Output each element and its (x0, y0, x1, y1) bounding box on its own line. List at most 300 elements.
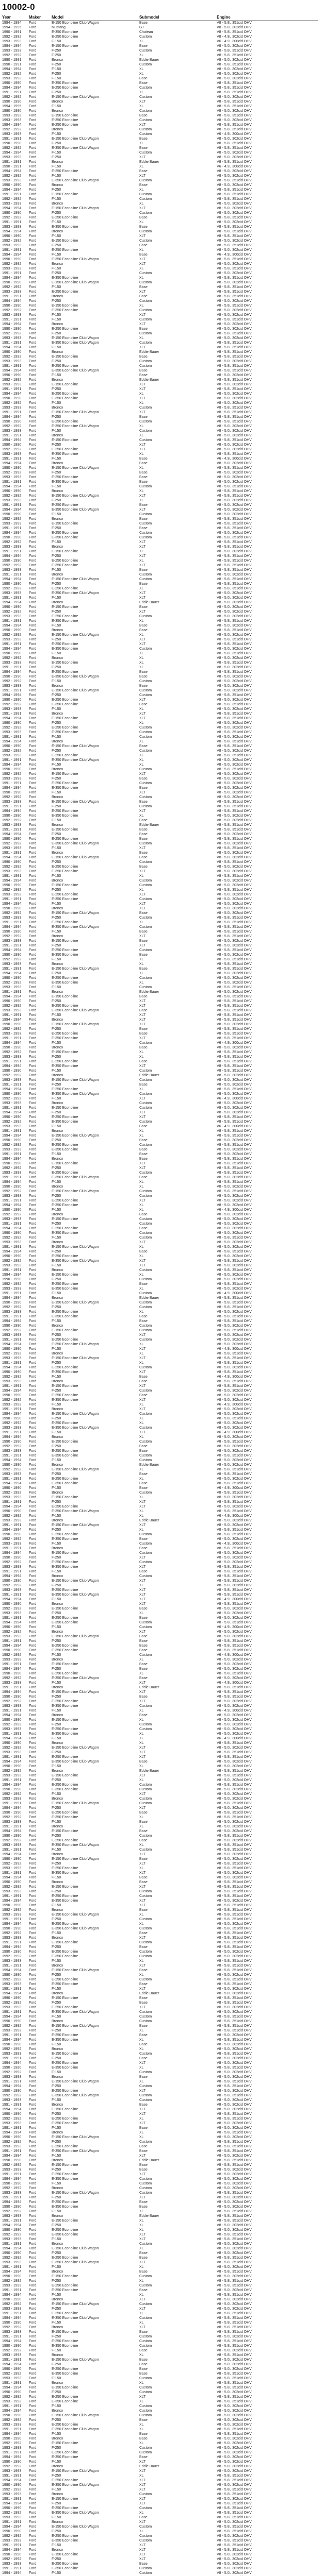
cell-submodel: Custom (139, 1978, 152, 1981)
cell-submodel: Base (139, 1213, 148, 1216)
cell-engine: V8 - 5.8L 351cid OHV (217, 1695, 252, 1699)
cell-model: E-350 Econoline Club Wagon (52, 341, 99, 345)
cell-maker: Ford (29, 642, 37, 646)
cell-engine: V8 - 5.0L 302cid OHV (217, 170, 252, 173)
table-row (2, 1166, 318, 1171)
cell-maker: Ford (29, 522, 37, 526)
cell-maker: Ford (29, 2238, 37, 2241)
table-row (2, 1087, 318, 1092)
cell-year: 1992 - 1992 (2, 1143, 22, 1147)
cell-submodel: XL (139, 1778, 144, 1782)
cell-model: Bronco (52, 2409, 63, 2413)
cell-submodel: Base (139, 605, 148, 609)
table-row (2, 1439, 318, 1444)
cell-maker: Ford (29, 2052, 37, 2056)
cell-maker: Ford (29, 1820, 37, 1824)
cell-maker: Ford (29, 1282, 37, 1286)
cell-maker: Ford (29, 1264, 37, 1267)
cell-engine: V8 - 5.8L 351cid OHV (217, 2191, 252, 2195)
cell-model: E-350 Econoline (52, 309, 78, 312)
cell-year: 1991 - 1991 (2, 1292, 22, 1295)
cell-engine: V8 - 5.0L 302cid OHV (217, 309, 252, 312)
table-row (2, 2543, 318, 2548)
cell-maker: Ford (29, 554, 37, 558)
cell-submodel: XL (139, 267, 144, 270)
table-row (2, 1824, 318, 1829)
table-row (2, 2460, 318, 2464)
cell-submodel: XL (139, 1352, 144, 1355)
cell-submodel: Base (139, 856, 148, 859)
cell-engine: V8 - 5.8L 351cid OHV (217, 1672, 252, 1675)
cell-model: F-250 (52, 833, 61, 836)
cell-model: F-150 (52, 1625, 61, 1629)
table-row (2, 2140, 318, 2144)
table-row (2, 438, 318, 443)
cell-year: 1991 - 1991 (2, 782, 22, 785)
cell-model: E-350 Econoline (52, 1037, 78, 1040)
cell-model: E-350 Econoline (52, 30, 78, 34)
cell-engine: V8 - 5.0L 302cid OHV (217, 2423, 252, 2427)
cell-engine: V8 - 5.8L 351cid OHV (217, 2145, 252, 2148)
cell-submodel: Eddie Bauer (139, 2159, 159, 2162)
cell-model: Bronco (52, 2242, 63, 2246)
cell-engine: V8 - 5.8L 351cid OHV (217, 1547, 252, 1550)
cell-engine: V8 - 5.8L 351cid OHV (217, 1862, 252, 1866)
cell-year: 1992 - 1992 (2, 1491, 22, 1495)
cell-year: 1991 - 1991 (2, 1964, 22, 1968)
table-row (2, 2065, 318, 2070)
cell-year: 1994 - 1994 (2, 740, 22, 743)
cell-model: F-150 (52, 1153, 61, 1156)
cell-year: 1994 - 1994 (2, 1899, 22, 1903)
cell-year: 1994 - 1994 (2, 2154, 22, 2158)
cell-engine: V8 - 5.0L 302cid OHV (217, 1046, 252, 1049)
cell-year: 1994 - 1994 (2, 763, 22, 767)
cell-submodel: XLT (139, 397, 146, 400)
cell-model: Bronco (52, 1241, 63, 1244)
cell-model: E-150 Econoline (52, 884, 78, 887)
cell-maker: Ford (29, 1927, 37, 1930)
table-row (2, 1871, 318, 1875)
cell-submodel: Base (139, 471, 148, 474)
cell-model: Bronco (52, 851, 63, 855)
cell-submodel: XL (139, 499, 144, 502)
cell-model: F-250 (52, 2112, 61, 2116)
table-row (2, 1579, 318, 1583)
cell-year: 1993 - 1993 (2, 638, 22, 641)
cell-year: 1992 - 1992 (2, 842, 22, 845)
table-row (2, 749, 318, 753)
cell-year: 1990 - 1990 (2, 1347, 22, 1351)
cell-model: F-250 (52, 1250, 61, 1253)
cell-engine: V8 - 5.0L 302cid OHV (217, 1449, 252, 1453)
cell-year: 1992 - 1992 (2, 174, 22, 178)
cell-maker: Ford (29, 508, 37, 512)
cell-maker: Ford (29, 1412, 37, 1416)
cell-engine: V8 - 5.8L 351cid OHV (217, 2020, 252, 2023)
cell-year: 1992 - 1992 (2, 1306, 22, 1309)
cell-submodel: Custom (139, 842, 152, 845)
table-row (2, 2571, 318, 2575)
cell-model: Bronco (52, 160, 63, 164)
cell-year: 1993 - 1993 (2, 2214, 22, 2218)
cell-model: Bronco (52, 100, 63, 104)
table-row (2, 753, 318, 758)
cell-submodel: XLT (139, 1579, 146, 1583)
cell-year: 1993 - 1993 (2, 118, 22, 122)
cell-engine: V8 - 5.8L 351cid OHV (217, 1969, 252, 1972)
cell-engine: V8 - 5.8L 351cid OHV (217, 494, 252, 498)
cell-engine: V8 - 5.0L 302cid OHV (217, 615, 252, 618)
cell-year: 1991 - 1991 (2, 248, 22, 252)
cell-year: 1990 - 1990 (2, 2553, 22, 2556)
cell-submodel: XL (139, 2136, 144, 2139)
cell-engine: V8 - 5.8L 351cid OHV (217, 2029, 252, 2032)
cell-engine: V8 - 5.0L 302cid OHV (217, 1746, 252, 1750)
cell-submodel: Custom (139, 2386, 152, 2389)
cell-maker: Ford (29, 1060, 37, 1063)
cell-model: F-150 (52, 707, 61, 711)
table-row (2, 2098, 318, 2103)
cell-submodel: Base (139, 1811, 148, 1815)
cell-model: F-150 (52, 1959, 61, 1963)
table-row (2, 804, 318, 809)
table-row (2, 1152, 318, 1157)
cell-engine: V8 - 5.8L 351cid OHV (217, 2080, 252, 2083)
cell-year: 1990 - 1990 (2, 930, 22, 934)
table-row (2, 364, 318, 368)
table-row (2, 660, 318, 665)
cell-engine: V8 - 5.8L 351cid OHV (217, 2506, 252, 2510)
cell-engine: V8 - 5.8L 351cid OHV (217, 2428, 252, 2431)
cell-submodel: Base (139, 253, 148, 257)
cell-maker: Ford (29, 1055, 37, 1059)
table-row (2, 2121, 318, 2126)
cell-year: 1993 - 1993 (2, 591, 22, 595)
table-row (2, 405, 318, 410)
table-row (2, 1523, 318, 1528)
cell-submodel: Base (139, 1547, 148, 1550)
cell-maker: Ford (29, 1296, 37, 1300)
table-row (2, 1810, 318, 1815)
cell-maker: Ford (29, 1445, 37, 1448)
cell-submodel: XLT (139, 2006, 146, 2009)
cell-model: E-150 Econoline (52, 1329, 78, 1332)
cell-model: F-250 (52, 2446, 61, 2450)
table-row (2, 869, 318, 874)
cell-model: E-350 Econoline Club Wagon (52, 1009, 99, 1012)
cell-maker: Ford (29, 1593, 37, 1597)
cell-year: 1991 - 1991 (2, 851, 22, 855)
cell-engine: V8 - 5.0L 302cid OHV (217, 791, 252, 794)
cell-submodel: Custom (139, 239, 152, 243)
cell-year: 1994 - 1994 (2, 2525, 22, 2529)
cell-model: E-150 Econoline Club Wagon (52, 1134, 99, 1138)
cell-submodel: XLT (139, 2479, 146, 2482)
cell-maker: Ford (29, 2098, 37, 2102)
cell-model: F-250 (52, 91, 61, 94)
cell-model: E-350 Econoline (52, 452, 78, 456)
cell-engine: V8 - 5.0L 302cid OHV (217, 772, 252, 776)
cell-engine: V8 - 5.0L 302cid OHV (217, 1176, 252, 1179)
cell-maker: Ford (29, 1676, 37, 1680)
cell-year: 1993 - 1993 (2, 179, 22, 182)
cell-submodel: XL (139, 2117, 144, 2121)
cell-submodel: XLT (139, 907, 146, 910)
table-row (2, 2436, 318, 2441)
cell-model: E-250 Econoline (52, 1032, 78, 1036)
cell-engine: V8 - 5.8L 351cid OHV (217, 800, 252, 804)
cell-maker: Ford (29, 707, 37, 711)
table-row (2, 1412, 318, 1416)
cell-year: 1990 - 1990 (2, 768, 22, 771)
cell-model: Bronco (52, 183, 63, 187)
cell-model: Bronco (52, 1213, 63, 1216)
cell-year: 1994 - 1994 (2, 879, 22, 883)
cell-submodel: Base (139, 2126, 148, 2130)
cell-model: E-150 Econoline (52, 1829, 78, 1833)
cell-year: 1990 - 1990 (2, 1811, 22, 1815)
cell-model: E-250 Econoline (52, 1755, 78, 1759)
cell-submodel: Eddie Bauer (139, 1769, 159, 1773)
table-row (2, 1732, 318, 1736)
cell-year: 1990 - 1990 (2, 536, 22, 539)
cell-model: E-250 Econoline (52, 809, 78, 813)
cell-model: E-350 Econoline Club Wagon (52, 1510, 99, 1513)
cell-model: Bronco (52, 684, 63, 688)
cell-model: Mustang (52, 26, 66, 29)
cell-maker: Ford (29, 1315, 37, 1318)
cell-model: E-250 Econoline (52, 559, 78, 563)
table-row (2, 2557, 318, 2562)
table-row (2, 2256, 318, 2260)
cell-submodel: XLT (139, 2261, 146, 2264)
cell-maker: Ford (29, 290, 37, 294)
cell-submodel: Base (139, 800, 148, 804)
cell-maker: Ford (29, 772, 37, 776)
cell-maker: Ford (29, 1431, 37, 1434)
cell-maker: Ford (29, 2103, 37, 2107)
table-row (2, 809, 318, 814)
cell-maker: Ford (29, 879, 37, 883)
table-row (2, 1653, 318, 1657)
cell-submodel: XLT (139, 791, 146, 794)
cell-engine: V8 - 5.0L 302cid OHV (217, 786, 252, 790)
cell-maker: Ford (29, 800, 37, 804)
cell-maker: Ford (29, 91, 37, 94)
cell-submodel: XLT (139, 1751, 146, 1754)
cell-engine: V6 - 4.9L 300cid OHV (217, 1347, 252, 1351)
table-row (2, 600, 318, 605)
cell-engine: V8 - 5.8L 351cid OHV (217, 1811, 252, 1815)
cell-model: Bronco (52, 1936, 63, 1940)
cell-engine: V8 - 5.0L 302cid OHV (217, 884, 252, 887)
table-row (2, 1208, 318, 1212)
cell-model: E-250 Econoline (52, 976, 78, 980)
table-row (2, 1435, 318, 1439)
cell-submodel: XL (139, 2428, 144, 2431)
cell-submodel: XLT (139, 448, 146, 451)
cell-engine: V6 - 4.9L 300cid OHV (217, 1737, 252, 1740)
cell-model: Bronco (52, 109, 63, 113)
cell-submodel: Base (139, 703, 148, 706)
cell-maker: Ford (29, 1255, 37, 1258)
table-row (2, 814, 318, 818)
table-row (2, 2228, 318, 2232)
cell-submodel: XL (139, 1510, 144, 1513)
cell-submodel: Custom (139, 1106, 152, 1110)
table-row (2, 1421, 318, 1426)
table-row (2, 1787, 318, 1792)
cell-engine: V8 - 5.0L 302cid OHV (217, 1255, 252, 1258)
cell-model: E-250 Econoline (52, 2534, 78, 2538)
cell-engine: V8 - 5.8L 351cid OHV (217, 559, 252, 563)
cell-maker: Ford (29, 893, 37, 896)
cell-model: Bronco (52, 1658, 63, 1662)
cell-model: F-150 (52, 485, 61, 488)
cell-model: Bronco (52, 1825, 63, 1828)
table-row (2, 1537, 318, 1541)
cell-maker: Ford (29, 2251, 37, 2255)
cell-model: F-250 (52, 1834, 61, 1838)
cell-year: 1994 - 1994 (2, 67, 22, 71)
table-row (2, 772, 318, 776)
cell-maker: Ford (29, 448, 37, 451)
cell-year: 1994 - 1994 (2, 170, 22, 173)
table-row (2, 225, 318, 229)
cell-maker: Ford (29, 2289, 37, 2292)
table-row (2, 1950, 318, 1954)
cell-year: 1990 - 1990 (2, 2437, 22, 2441)
cell-model: Bronco (52, 601, 63, 604)
cell-submodel: Base (139, 1449, 148, 1453)
cell-maker: Ford (29, 327, 37, 331)
cell-submodel: XLT (139, 2089, 146, 2093)
cell-submodel: XLT (139, 712, 146, 716)
cell-maker: Ford (29, 1069, 37, 1073)
cell-model: E-250 Econoline (52, 1811, 78, 1815)
cell-maker: Ford (29, 2428, 37, 2431)
cell-engine: V8 - 5.0L 302cid OHV (217, 443, 252, 447)
cell-year: 1993 - 1993 (2, 383, 22, 386)
cell-maker: Ford (29, 1704, 37, 1708)
cell-model: E-250 Econoline (52, 1310, 78, 1314)
cell-model: Bronco (52, 517, 63, 521)
cell-submodel: XL (139, 1361, 144, 1365)
table-row (2, 1393, 318, 1398)
cell-year: 1993 - 1993 (2, 1078, 22, 1082)
cell-engine: V8 - 5.8L 351cid OHV (217, 517, 252, 521)
cell-submodel: Base (139, 1153, 148, 1156)
cell-model: F-150 (52, 2098, 61, 2102)
cell-model: E-150 Econoline Club Wagon (52, 137, 99, 141)
table-row (2, 1495, 318, 1500)
cell-maker: Ford (29, 2363, 37, 2366)
cell-model: E-250 Econoline (52, 587, 78, 590)
cell-maker: Ford (29, 1945, 37, 1949)
table-row (2, 2269, 318, 2274)
cell-engine: V8 - 5.0L 302cid OHV (217, 2187, 252, 2190)
cell-submodel: XL (139, 2066, 144, 2070)
cell-model: F-250 (52, 244, 61, 247)
cell-submodel: Base (139, 1375, 148, 1379)
cell-engine: V8 - 5.8L 351cid OHV (217, 1013, 252, 1017)
cell-model: E-250 Econoline (52, 726, 78, 730)
cell-submodel: Base (139, 1616, 148, 1620)
table-row (2, 392, 318, 396)
cell-year: 1990 - 1990 (2, 1208, 22, 1212)
cell-year: 1993 - 1993 (2, 846, 22, 850)
cell-submodel: XL (139, 202, 144, 206)
table-row (2, 563, 318, 568)
cell-submodel: XLT (139, 1398, 146, 1402)
cell-submodel: Base (139, 2562, 148, 2566)
cell-maker: Ford (29, 1987, 37, 1991)
cell-submodel: Custom (139, 230, 152, 233)
cell-submodel: XL (139, 2423, 144, 2427)
cell-year: 1994 - 1994 (2, 1853, 22, 1856)
cell-submodel: Custom (139, 2010, 152, 2014)
table-row (2, 795, 318, 800)
cell-submodel: Eddie Bauer (139, 823, 159, 827)
cell-maker: Ford (29, 2307, 37, 2311)
cell-submodel: XL (139, 425, 144, 428)
table-row (2, 2283, 318, 2288)
table-row (2, 892, 318, 897)
cell-year: 1994 - 1994 (2, 123, 22, 127)
cell-engine: V8 - 5.0L 302cid OHV (217, 684, 252, 688)
cell-maker: Ford (29, 1046, 37, 1049)
cell-model: F-150 (52, 1097, 61, 1100)
table-row (2, 132, 318, 137)
cell-year: 1992 - 1992 (2, 540, 22, 544)
cell-maker: Ford (29, 2117, 37, 2121)
cell-submodel: XL (139, 1496, 144, 1499)
cell-model: E-350 Econoline (52, 2400, 78, 2403)
cell-submodel: Base (139, 2367, 148, 2371)
cell-engine: V8 - 5.8L 351cid OHV (217, 1570, 252, 1573)
cell-model: F-150 (52, 1069, 61, 1073)
table-row (2, 53, 318, 58)
cell-model: F-250 (52, 299, 61, 303)
table-row (2, 1444, 318, 1449)
cell-submodel: Base (139, 21, 148, 25)
cell-model: Bronco (52, 2437, 63, 2441)
cell-submodel: Base (139, 1027, 148, 1031)
table-row (2, 72, 318, 76)
cell-engine: V8 - 5.0L 302cid OHV (217, 1853, 252, 1856)
cell-engine: V8 - 5.0L 302cid OHV (217, 2057, 252, 2060)
table-row (2, 1773, 318, 1778)
cell-year: 1993 - 1993 (2, 1890, 22, 1893)
cell-submodel: Base (139, 2358, 148, 2362)
cell-engine: V8 - 5.0L 302cid OHV (217, 137, 252, 141)
cell-maker: Ford (29, 531, 37, 535)
cell-model: E-350 Econoline Club Wagon (52, 2483, 99, 2487)
cell-engine: V8 - 5.8L 351cid OHV (217, 2112, 252, 2116)
cell-year: 1991 - 1991 (2, 897, 22, 901)
cell-engine: V8 - 5.0L 302cid OHV (217, 902, 252, 906)
cell-year: 1990 - 1990 (2, 281, 22, 284)
cell-year: 1994 - 1994 (2, 2363, 22, 2366)
cell-model: E-150 Econoline Club Wagon (52, 1468, 99, 1471)
cell-year: 1991 - 1991 (2, 2428, 22, 2431)
cell-maker: Ford (29, 1398, 37, 1402)
table-row (2, 943, 318, 948)
cell-maker: Ford (29, 1306, 37, 1309)
cell-submodel: Base (139, 1537, 148, 1541)
cell-submodel: XL (139, 587, 144, 590)
